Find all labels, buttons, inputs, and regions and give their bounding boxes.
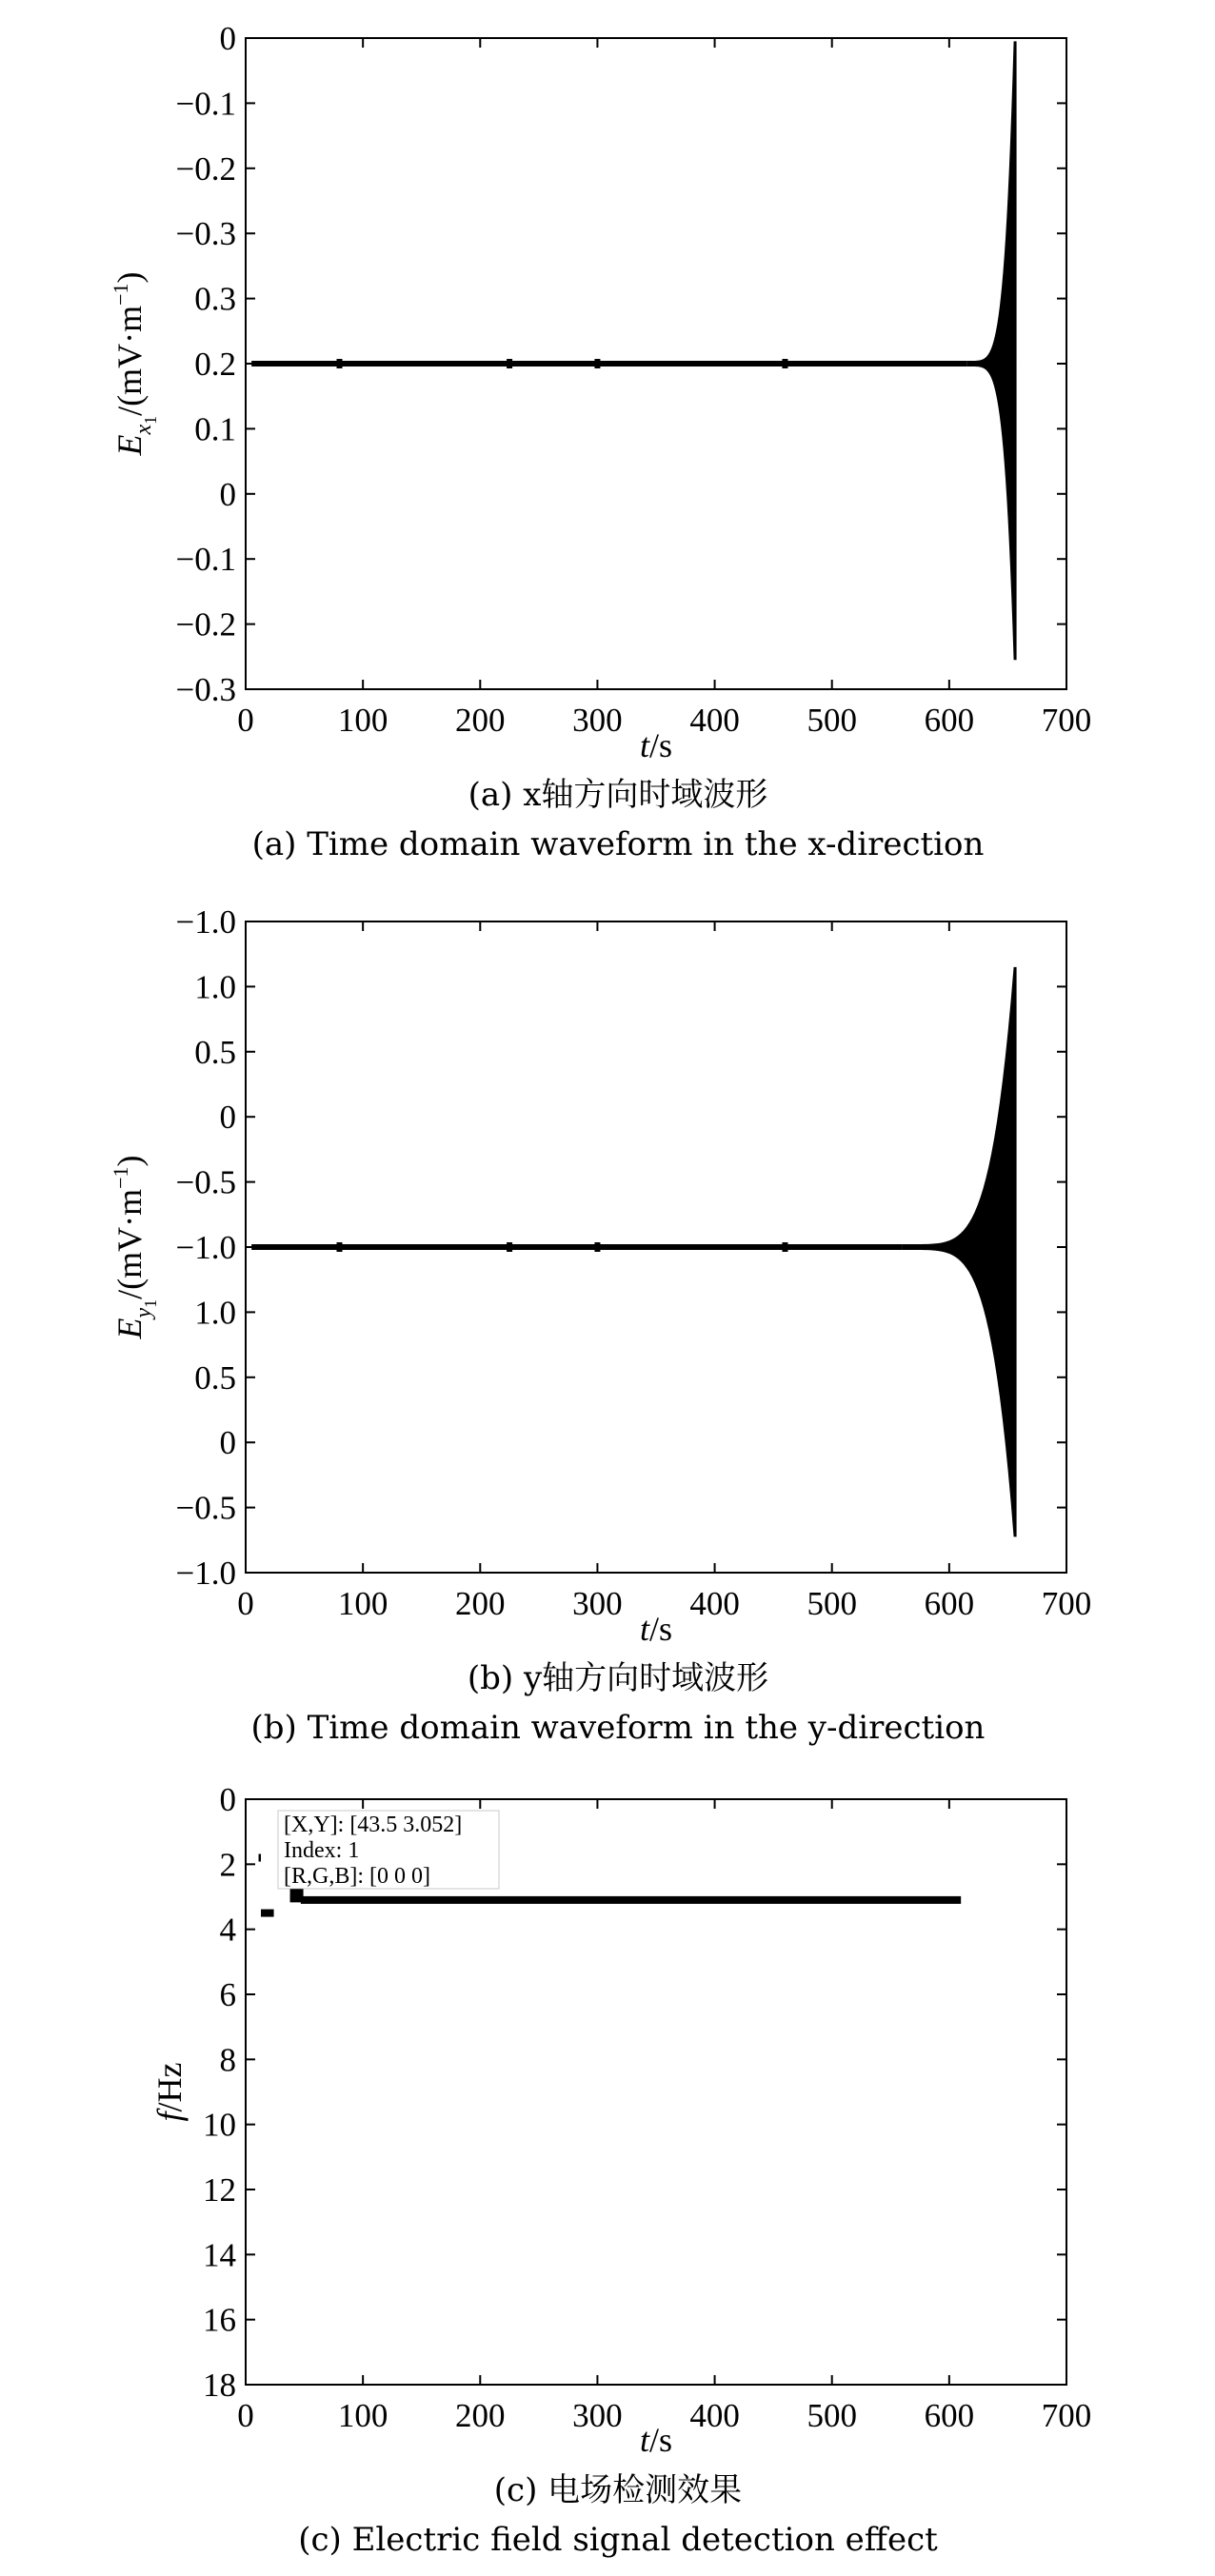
series-blip [507,359,512,368]
y-axis-subsub: 1 [141,415,160,425]
y-tick-label: −1.0 [175,903,236,941]
y-axis-label [150,2063,189,2122]
x-tick-label: 200 [455,702,506,739]
x-tick-label: 500 [807,702,857,739]
y-axis-subsub: 1 [141,1298,160,1308]
y-tick-label: 4 [219,1911,236,1949]
y-tick-label: 0.3 [194,280,236,318]
y-tick-label: 0 [219,1424,236,1462]
panel-b [109,903,1091,1747]
x-axis-label [640,726,672,764]
y-tick-label: −1.0 [175,1555,236,1592]
y-tick-label: 12 [203,2171,236,2209]
series-baseline [251,1244,902,1250]
x-tick-label: 100 [337,702,388,739]
series-burst [903,967,1017,1537]
panel-a [109,20,1091,863]
series-blip [594,359,600,368]
datatip-line3: [R,G,B]: [0 0 0] [284,1864,430,1889]
x-axis-unit: /s [649,2421,673,2459]
y-axis-var: E [110,434,149,456]
datatip-marker [290,1889,304,1902]
y-tick-label: −0.3 [175,215,236,253]
y-tick-label: 16 [203,2301,236,2339]
x-tick-label: 100 [337,1585,388,1622]
y-tick-label: 18 [203,2367,236,2404]
series-baseline [251,361,966,367]
y-axis-var: E [110,1318,149,1339]
y-axis-sub: x [131,424,156,435]
y-tick-label: −0.5 [175,1489,236,1527]
y-axis-label [109,271,160,456]
y-tick-label: −0.1 [175,541,236,579]
x-tick-label: 300 [572,1585,623,1622]
x-axis-var: t [639,1610,649,1648]
series-blip [507,1242,512,1252]
y-tick-label: −0.3 [175,671,236,708]
x-tick-label: 400 [689,2397,740,2434]
detected-frequency-segment [259,1854,261,1862]
y-axis-unit: /(mV·m [110,305,149,416]
x-tick-label: 0 [237,1585,254,1622]
x-tick-label: 700 [1041,2397,1092,2434]
caption-cn: (c) 电场检测效果 [493,2471,743,2509]
caption-cn: (a) x轴方向时域波形 [468,776,768,814]
y-tick-label: 8 [219,2041,236,2079]
y-axis-sub: y [131,1307,156,1318]
x-tick-label: 600 [924,702,975,739]
datatip-line2: Index: 1 [284,1838,360,1863]
datatip [278,1811,499,1902]
y-tick-label: 0.2 [194,346,236,383]
x-axis-label [640,2421,672,2459]
detected-frequency-segment [261,1910,274,1917]
y-tick-label: 0.5 [194,1358,236,1397]
y-tick-label: −0.2 [175,605,236,644]
y-tick-label: 2 [219,1846,236,1884]
x-tick-label: 0 [237,2397,254,2434]
y-tick-label: −0.2 [175,149,236,188]
x-axis-var: t [639,726,649,764]
x-tick-label: 600 [924,1585,975,1622]
series-blip [782,359,787,368]
x-tick-label: 700 [1041,1585,1092,1622]
x-tick-label: 500 [807,2397,857,2434]
y-axis-unit: /(mV·m [110,1188,149,1299]
y-tick-label: −1.0 [175,1229,236,1266]
x-tick-label: 100 [337,2397,388,2434]
x-tick-label: 700 [1041,702,1092,739]
x-axis-label [640,1610,672,1648]
y-tick-label: 0 [219,1099,236,1137]
caption-en: (a) Time domain waveform in the x-direction [251,825,985,863]
y-axis-exp: −1 [109,1166,132,1189]
y-axis-var: f [150,2111,189,2122]
x-tick-label: 400 [689,1585,740,1622]
y-tick-label: 6 [219,1976,236,2013]
y-axis-close: ) [110,1155,149,1167]
series-blip [594,1242,600,1252]
y-axis-label [109,1155,160,1339]
y-axis-unit: /Hz [150,2062,189,2112]
series-blip [337,359,343,368]
x-tick-label: 500 [807,1585,857,1622]
x-tick-label: 300 [572,702,623,739]
y-tick-label: −0.1 [175,85,236,123]
x-tick-label: 600 [924,2397,975,2434]
series-blip [782,1242,787,1252]
y-tick-label: 10 [203,2106,236,2144]
caption-en: (c) Electric field signal detection effect [298,2521,938,2559]
y-tick-label: 0 [219,475,236,513]
x-axis-var: t [639,2421,649,2459]
x-axis-unit: /s [649,726,673,764]
x-axis-unit: /s [649,1610,673,1648]
x-tick-label: 200 [455,1585,506,1622]
caption-cn: (b) y轴方向时域波形 [467,1659,769,1697]
datatip-line1: [X,Y]: [43.5 3.052] [284,1813,463,1837]
y-tick-label: 0.5 [194,1033,236,1071]
caption-en: (b) Time domain waveform in the y-direction [250,1709,986,1747]
y-axis-exp: −1 [109,283,132,306]
y-tick-label: 1.0 [194,968,236,1006]
series-burst [966,41,1016,660]
y-tick-label: 14 [203,2236,236,2274]
panel-c [150,1781,1091,2559]
y-tick-label: −0.5 [175,1163,236,1201]
y-tick-label: 0 [219,1781,236,1818]
y-axis-close: ) [110,271,149,284]
y-tick-label: 0 [219,20,236,57]
x-tick-label: 0 [237,702,254,739]
y-tick-label: 0.1 [194,410,236,448]
detected-frequency-segment [301,1896,961,1904]
series-blip [337,1242,343,1252]
y-tick-label: 1.0 [194,1294,236,1332]
x-tick-label: 300 [572,2397,623,2434]
x-tick-label: 200 [455,2397,506,2434]
x-tick-label: 400 [689,702,740,739]
